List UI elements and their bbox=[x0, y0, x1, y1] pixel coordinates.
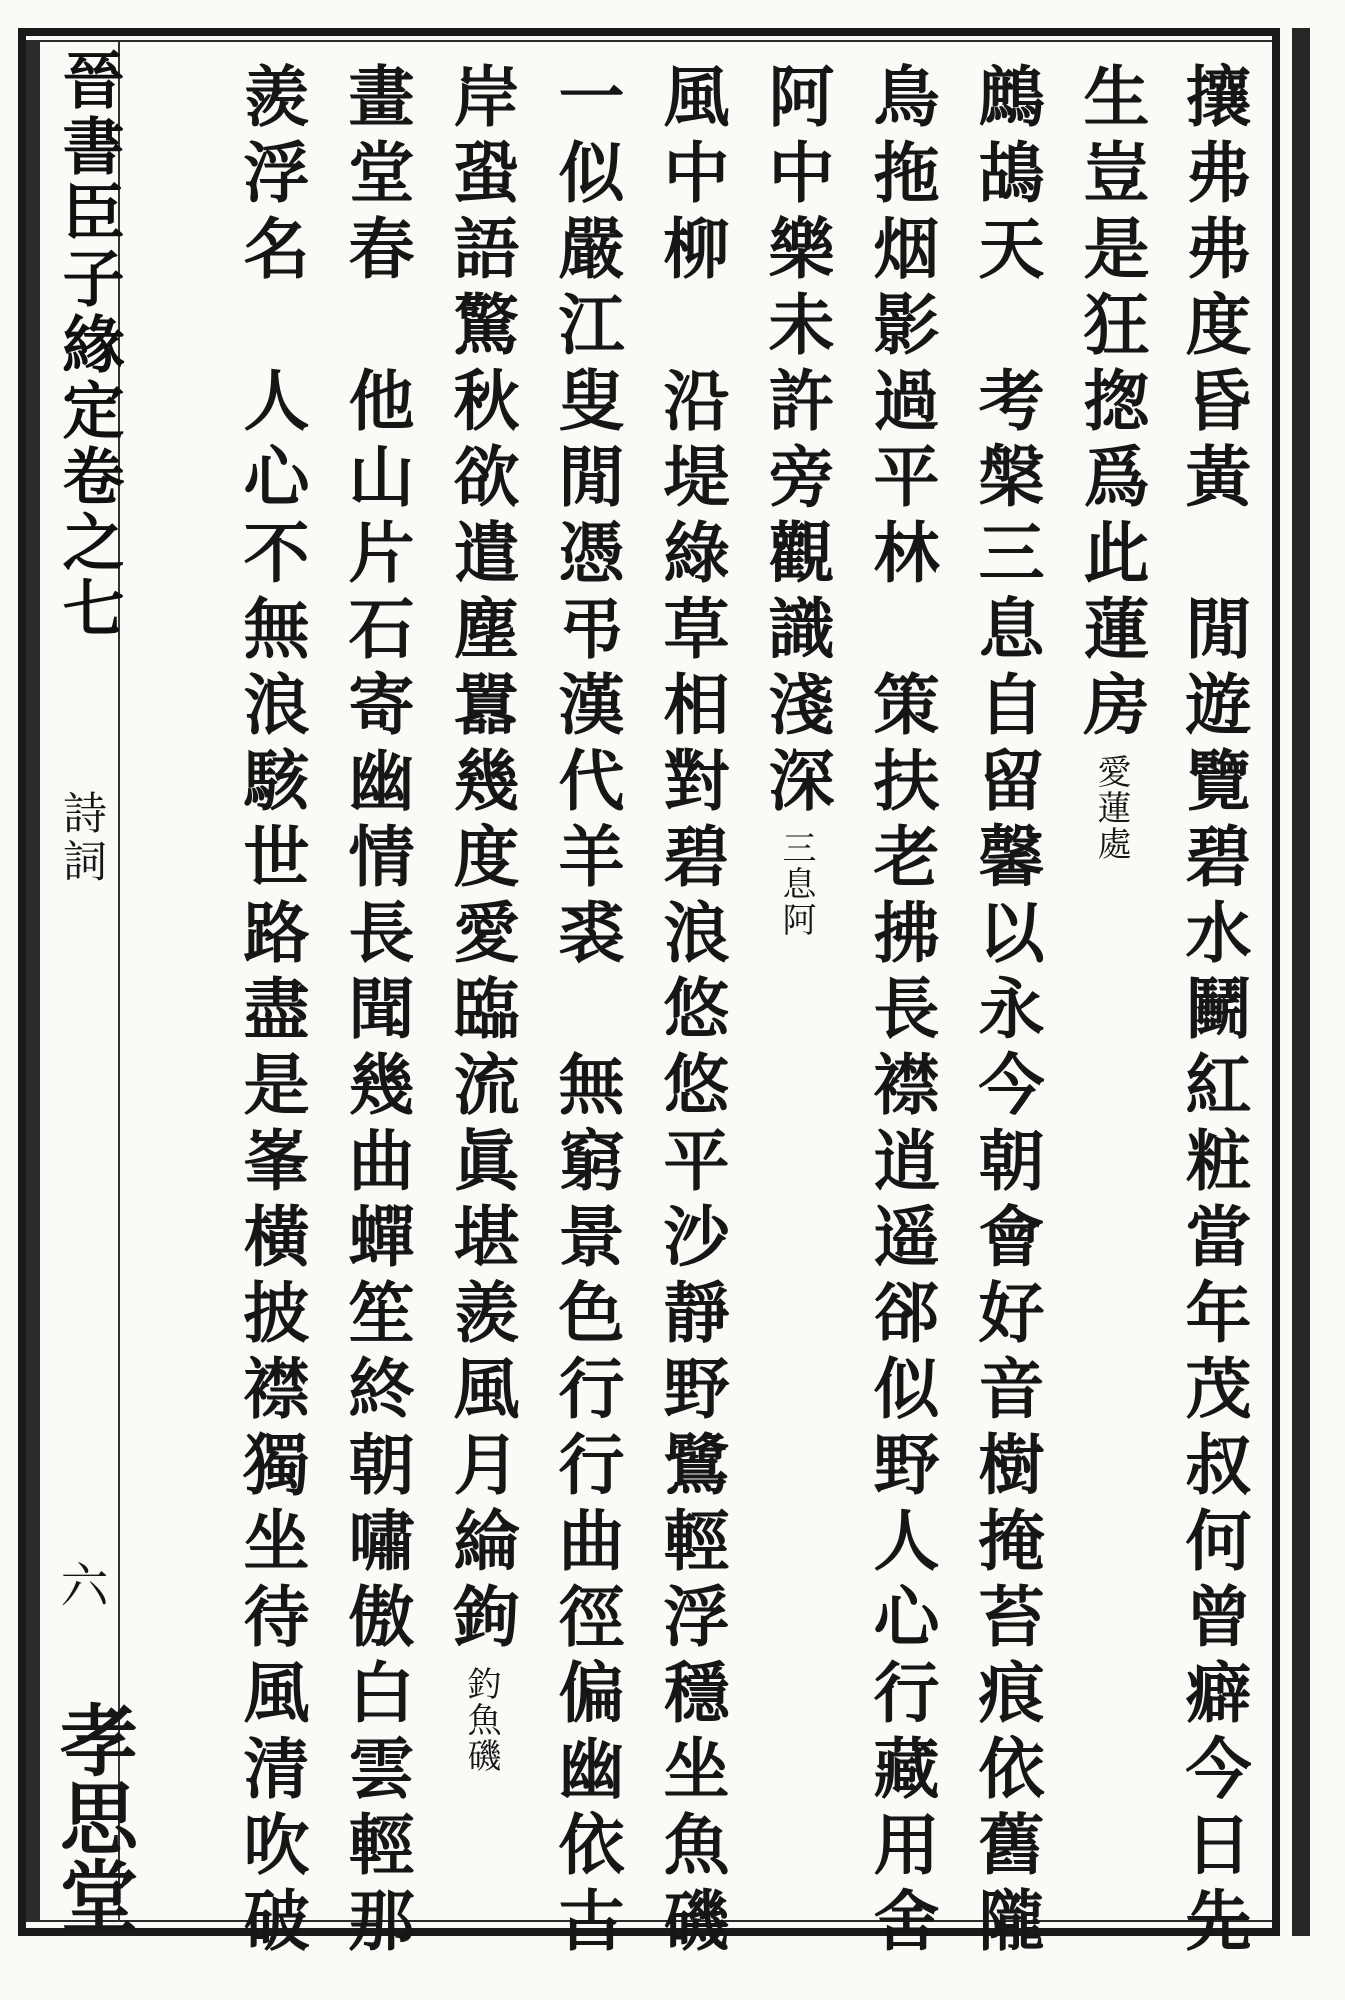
column-text: 畫堂春 他山片石寄幽情長聞幾曲蟬笙終朝嘯傲白雲輕那 bbox=[337, 62, 415, 1962]
text-column bbox=[442, 62, 520, 1774]
column-note: 三息阿 bbox=[776, 830, 816, 938]
left-border bbox=[18, 28, 26, 1936]
volume-text: 卷之七 bbox=[52, 444, 125, 642]
book-title-text: 晉書臣子緣定 bbox=[52, 48, 125, 444]
column-text: 羨浮名 人心不無浪駭世路盡是峯橫披襟獨坐待風清吹破 bbox=[232, 62, 310, 1962]
column-text: 一似嚴江叟閒憑弔漢代羊裘 無窮景色行行曲徑偏幽依古 bbox=[547, 62, 625, 1962]
text-column bbox=[862, 62, 940, 1962]
text-column bbox=[757, 62, 835, 938]
text-column bbox=[1174, 62, 1252, 1962]
text-column bbox=[652, 62, 730, 1962]
margin-band bbox=[26, 42, 40, 1922]
text-column bbox=[1072, 62, 1150, 862]
column-text: 鳥拖烟影過平林 策扶老拂長襟逍遥郤似野人心行藏用舍 bbox=[862, 62, 940, 1962]
top-border-inner bbox=[18, 40, 1280, 42]
column-text: 鷓鴣天 考槃三息自留馨以永今朝會好音樹掩苔痕依舊隴 bbox=[967, 62, 1045, 1962]
publisher-name: 孝思堂 bbox=[47, 1700, 138, 1934]
section-label: 詩詞 bbox=[55, 790, 106, 886]
top-border bbox=[18, 28, 1280, 36]
bottom-border bbox=[18, 1928, 1280, 1936]
column-note: 釣魚磯 bbox=[461, 1666, 501, 1774]
book-title bbox=[44, 48, 133, 642]
page-number: 六 bbox=[52, 1560, 108, 1608]
column-text: 生豈是狂揔爲此蓮房 bbox=[1072, 62, 1150, 746]
text-column bbox=[337, 62, 415, 1962]
column-text: 攘弗弗度昏黃 閒遊覽碧水鬭紅粧當年茂叔何曾癖今日先 bbox=[1174, 62, 1252, 1962]
column-text: 風中柳 沿堤綠草相對碧浪悠悠平沙靜野鷺輕浮穩坐魚磯 bbox=[652, 62, 730, 1962]
column-text: 岸蛩語驚秋欲遣塵囂幾度愛臨流眞堪羨風月綸鉤 bbox=[442, 62, 520, 1658]
column-text: 阿中樂未許旁觀識淺深 bbox=[757, 62, 835, 822]
right-border bbox=[1272, 28, 1280, 1936]
bottom-border-inner bbox=[18, 1920, 1280, 1922]
column-note: 愛蓮處 bbox=[1091, 754, 1131, 862]
text-column bbox=[967, 62, 1045, 1962]
text-column bbox=[232, 62, 310, 1962]
text-column bbox=[547, 62, 625, 1962]
binding-gutter bbox=[1292, 28, 1310, 1936]
